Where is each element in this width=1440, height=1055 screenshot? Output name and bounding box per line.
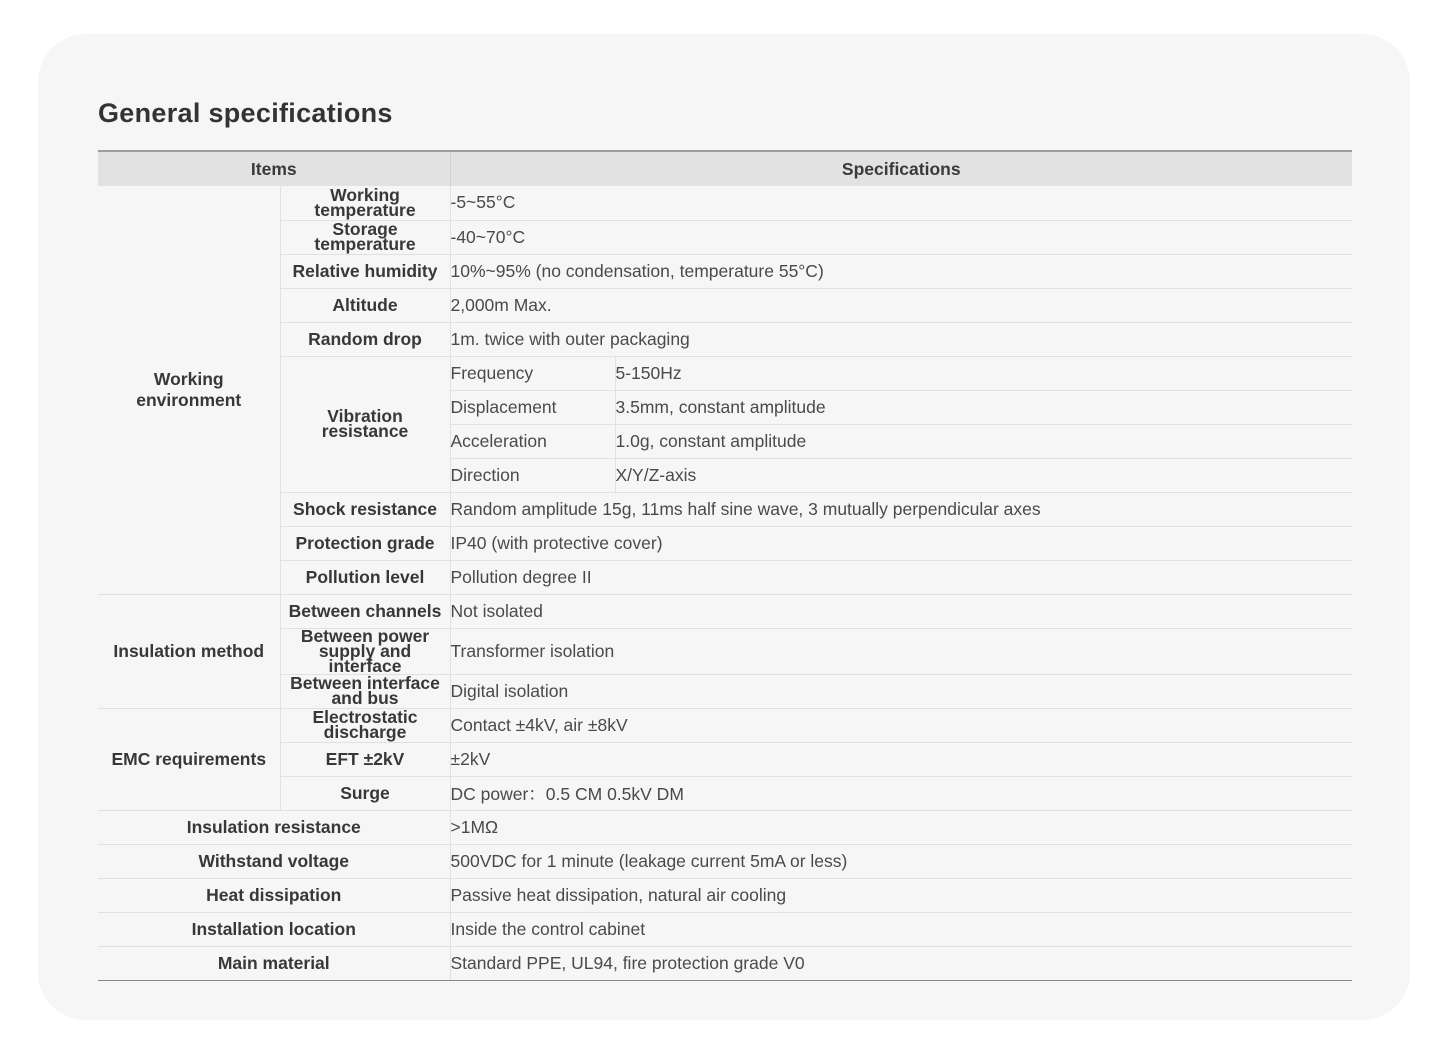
value-pollution-level: Pollution degree II <box>450 560 1352 594</box>
value-heat-dissipation: Passive heat dissipation, natural air cooling <box>450 878 1352 912</box>
item-protection-grade: Protection grade <box>280 526 450 560</box>
table-row <box>98 844 1352 878</box>
item-eft: EFT ±2kV <box>280 742 450 776</box>
item-altitude: Altitude <box>280 288 450 322</box>
item-relative-humidity: Relative humidity <box>280 254 450 288</box>
vibration-param-displacement: Displacement <box>450 390 615 424</box>
value-random-drop: 1m. twice with outer packaging <box>450 322 1352 356</box>
table-row <box>98 186 1352 220</box>
value-insulation-resistance: >1MΩ <box>450 810 1352 844</box>
spec-table <box>98 150 1352 981</box>
item-pollution-level: Pollution level <box>280 560 450 594</box>
item-between-channels: Between channels <box>280 594 450 628</box>
item-electrostatic-discharge: Electrostatic discharge <box>280 708 450 742</box>
item-heat-dissipation: Heat dissipation <box>98 878 450 912</box>
vibration-value-direction: X/Y/Z-axis <box>615 458 1352 492</box>
table-row <box>98 254 1352 288</box>
value-between-power-supply-and-interface: Transformer isolation <box>450 628 1352 674</box>
value-between-interface-and-bus: Digital isolation <box>450 674 1352 708</box>
table-row <box>98 742 1352 776</box>
vibration-param-acceleration: Acceleration <box>450 424 615 458</box>
table-row <box>98 708 1352 742</box>
value-altitude: 2,000m Max. <box>450 288 1352 322</box>
spec-card <box>38 34 1410 1020</box>
table-row <box>98 912 1352 946</box>
vibration-param-frequency: Frequency <box>450 356 615 390</box>
item-main-material: Main material <box>98 946 450 980</box>
category-insulation-method: Insulation method <box>98 594 280 708</box>
table-row <box>98 594 1352 628</box>
value-withstand-voltage: 500VDC for 1 minute (leakage current 5mA or less) <box>450 844 1352 878</box>
table-row <box>98 492 1352 526</box>
table-row <box>98 810 1352 844</box>
item-random-drop: Random drop <box>280 322 450 356</box>
value-surge: DC power：0.5 CM 0.5kV DM <box>450 776 1352 810</box>
item-insulation-resistance: Insulation resistance <box>98 810 450 844</box>
vibration-value-acceleration: 1.0g, constant amplitude <box>615 424 1352 458</box>
item-storage-temperature: Storage temperature <box>280 220 450 254</box>
table-row <box>98 946 1352 980</box>
table-row <box>98 628 1352 674</box>
value-working-temperature: -5~55°C <box>450 186 1352 220</box>
header-items: Items <box>98 151 450 186</box>
item-between-interface-and-bus: Between interface and bus <box>280 674 450 708</box>
value-installation-location: Inside the control cabinet <box>450 912 1352 946</box>
category-label: Working environment <box>136 368 242 410</box>
table-row <box>98 526 1352 560</box>
value-relative-humidity: 10%~95% (no condensation, temperature 55°C) <box>450 254 1352 288</box>
item-between-power-supply-and-interface: Between power supply and interface <box>280 628 450 674</box>
vibration-param-direction: Direction <box>450 458 615 492</box>
value-electrostatic-discharge: Contact ±4kV, air ±8kV <box>450 708 1352 742</box>
table-row <box>98 878 1352 912</box>
item-surge: Surge <box>280 776 450 810</box>
table-row <box>98 674 1352 708</box>
table-row <box>98 356 1352 390</box>
item-installation-location: Installation location <box>98 912 450 946</box>
value-between-channels: Not isolated <box>450 594 1352 628</box>
value-shock-resistance: Random amplitude 15g, 11ms half sine wave, 3 mutually perpendicular axes <box>450 492 1352 526</box>
value-eft: ±2kV <box>450 742 1352 776</box>
vibration-value-displacement: 3.5mm, constant amplitude <box>615 390 1352 424</box>
value-storage-temperature: -40~70°C <box>450 220 1352 254</box>
item-withstand-voltage: Withstand voltage <box>98 844 450 878</box>
page-title: General specifications <box>98 98 393 128</box>
table-row <box>98 560 1352 594</box>
header-specifications: Specifications <box>450 151 1352 186</box>
value-main-material: Standard PPE, UL94, fire protection grade V0 <box>450 946 1352 980</box>
value-protection-grade: IP40 (with protective cover) <box>450 526 1352 560</box>
vibration-value-frequency: 5-150Hz <box>615 356 1352 390</box>
table-row <box>98 220 1352 254</box>
table-row <box>98 288 1352 322</box>
item-vibration-resistance: Vibration resistance <box>280 356 450 492</box>
category-working-environment <box>98 186 280 594</box>
table-row <box>98 776 1352 810</box>
category-emc-requirements: EMC requirements <box>98 708 280 810</box>
table-header-row <box>98 151 1352 186</box>
table-row <box>98 322 1352 356</box>
item-shock-resistance: Shock resistance <box>280 492 450 526</box>
item-working-temperature: Working temperature <box>280 186 450 220</box>
